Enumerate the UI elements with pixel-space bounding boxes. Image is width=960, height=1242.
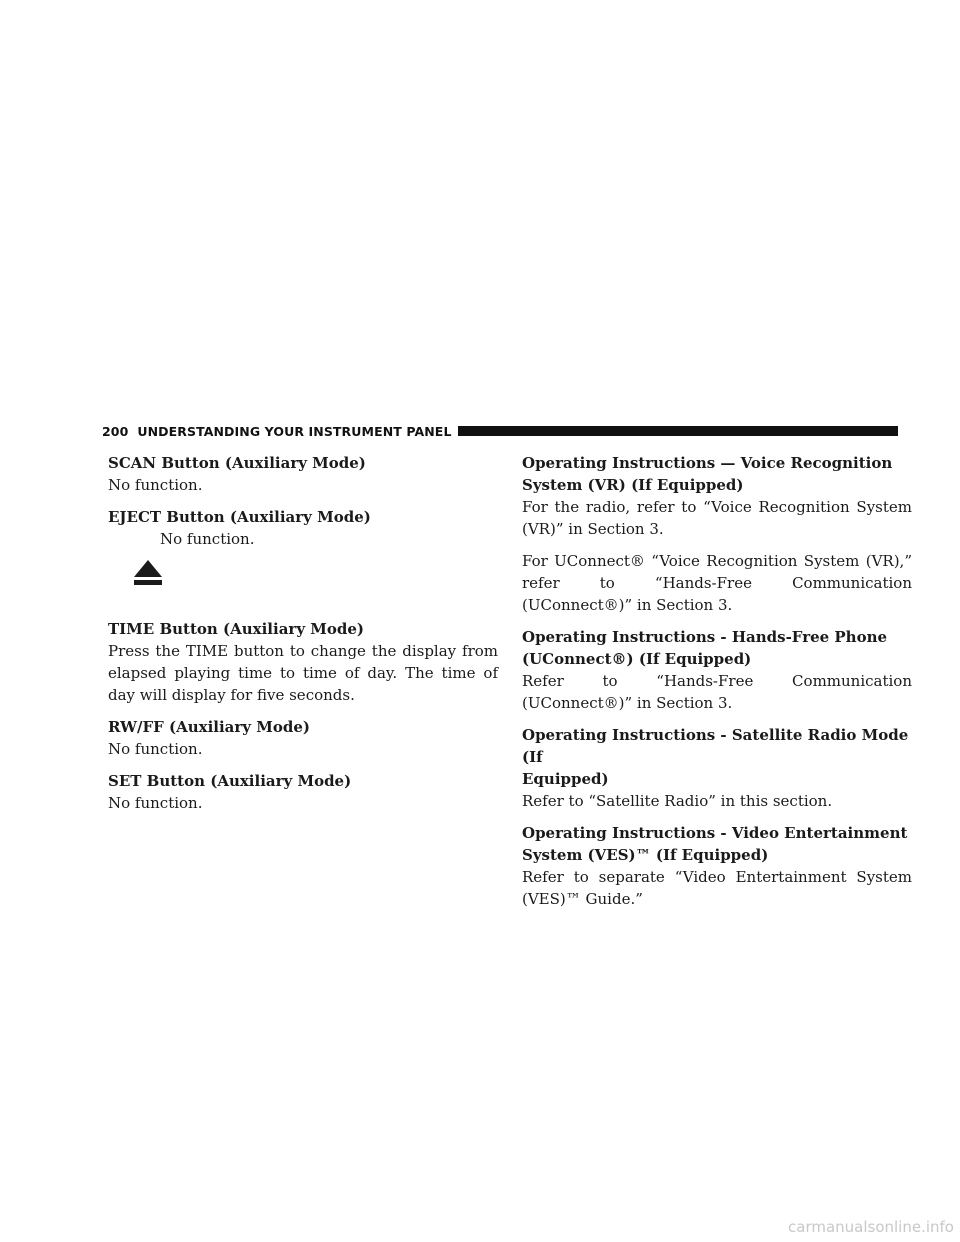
vr-heading [522, 452, 912, 496]
set-section [108, 770, 498, 814]
vr-heading-line2: System (VR) (If Equipped) [522, 476, 744, 494]
scan-heading: SCAN Button (Auxiliary Mode) [108, 454, 366, 472]
vr-section [522, 452, 912, 616]
right-column [522, 452, 912, 920]
page-header [102, 423, 898, 439]
phone-body: Refer to “Hands-Free Communication (UConnect®)” in Section 3. [522, 672, 912, 712]
eject-heading: EJECT Button (Auxiliary Mode) [108, 508, 371, 526]
set-heading: SET Button (Auxiliary Mode) [108, 772, 352, 790]
phone-heading [522, 626, 912, 670]
vr-heading-line1: Operating Instructions — Voice Recognition [522, 454, 893, 472]
vr-body-1: For the radio, refer to “Voice Recognition System (VR)” in Section 3. [522, 498, 912, 538]
scan-section [108, 452, 498, 496]
header-rule [458, 426, 898, 436]
satellite-section [522, 724, 912, 812]
ves-heading [522, 822, 912, 866]
vr-body-2: For UConnect® “Voice Recognition System (VR),” refer to “Hands-Free Communication (UConnect®)” in Section 3. [522, 552, 912, 614]
ves-heading-line2: System (VES)™ (If Equipped) [522, 846, 769, 864]
left-column [108, 452, 498, 824]
ves-body: Refer to separate “Video Entertainment System (VES)™ Guide.” [522, 868, 912, 908]
satellite-heading [522, 724, 912, 790]
eject-section [108, 506, 498, 586]
page-header-text [102, 424, 452, 439]
eject-body: No function. [160, 530, 255, 548]
rwff-heading: RW/FF (Auxiliary Mode) [108, 718, 310, 736]
rwff-body: No function. [108, 740, 203, 758]
page-number: 200 [102, 423, 129, 439]
section-title: UNDERSTANDING YOUR INSTRUMENT PANEL [137, 423, 452, 439]
phone-heading-line1: Operating Instructions - Hands-Free Phone [522, 628, 888, 646]
satellite-body: Refer to “Satellite Radio” in this section. [522, 792, 833, 810]
phone-section [522, 626, 912, 714]
time-heading: TIME Button (Auxiliary Mode) [108, 620, 364, 638]
watermark: carmanualsonline.info [788, 1218, 954, 1236]
satellite-heading-line2: Equipped) [522, 770, 609, 788]
phone-heading-line2: (UConnect®) (If Equipped) [522, 650, 752, 668]
ves-section [522, 822, 912, 910]
time-body: Press the TIME button to change the display from elapsed playing time to time of day. The time of day will display for five seconds. [108, 642, 498, 704]
ves-heading-line1: Operating Instructions - Video Entertainment [522, 824, 908, 842]
rwff-section [108, 716, 498, 760]
satellite-heading-line1: Operating Instructions - Satellite Radio Mode (If [522, 726, 909, 766]
time-section [108, 618, 498, 706]
set-body: No function. [108, 794, 203, 812]
eject-row [108, 528, 498, 586]
eject-icon [134, 560, 162, 586]
scan-body: No function. [108, 476, 203, 494]
